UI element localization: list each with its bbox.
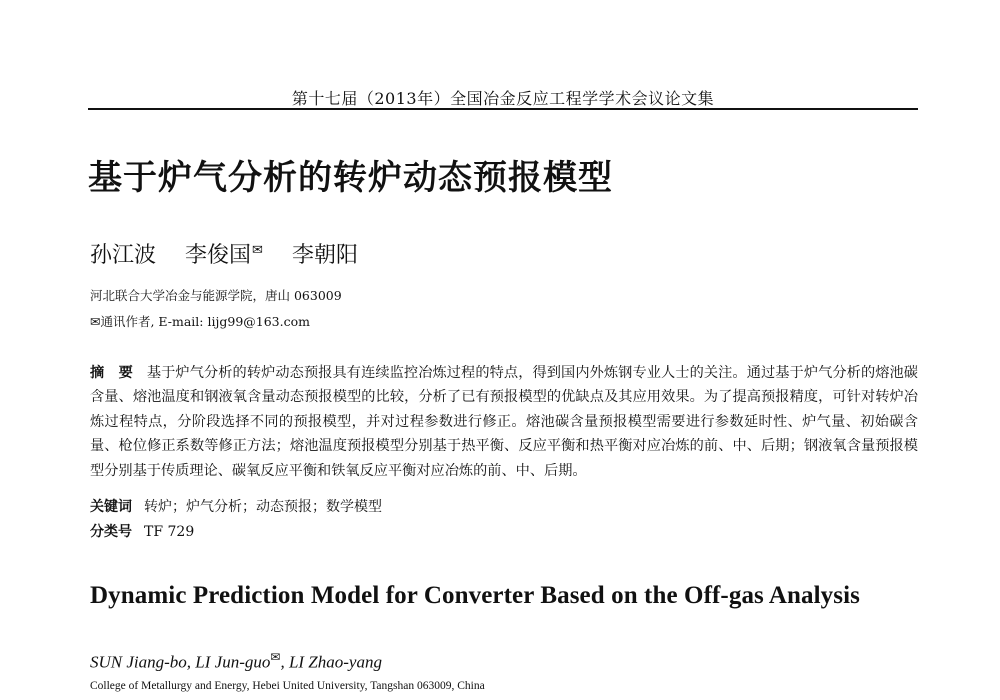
corresponding-envelope-icon: ✉ [252,242,263,258]
classification-label: 分类号 [90,524,132,540]
keywords-label: 关键词 [90,499,132,515]
classification-cn [90,521,194,541]
paper-title-en: Dynamic Prediction Model for Converter Based on the Off-gas Analysis [90,582,860,609]
keywords-text: 转炉；炉气分析；动态预报；数学模型 [144,499,382,515]
keywords-cn [90,496,382,516]
authors-en-part1: SUN Jiang-bo, LI Jun-guo [90,652,271,672]
running-header: 第十七届（2013年）全国冶金反应工程学学术会议论文集 [291,89,715,108]
affiliation-en: College of Metallurgy and Energy, Hebei United University, Tangshan 063009, China [90,680,485,692]
abstract-text: 基于炉气分析的转炉动态预报具有连续监控冶炼过程的特点，得到国内外炼钢专业人士的关注。通过基于炉气分析的熔池碳含量、熔池温度和钢液氧含量动态预报模型的比较，分析了已有预报模型的优缺点及其应用效果。为了提高预报精度，可针对转炉冶炼过程特点，分阶段选择不同的预报模型，并对过程参数进行修正。熔池碳含量预报模型需要进行参数延时性、炉气量、初始碳含量、枪位修正系数等修正方法；熔池温度预报模型分别基于热平衡、反应平衡和热平衡对应冶炼的前、中、后期；钢液氧含量预报模型分别基于传质理论、碳氧反应平衡和铁氧反应平衡对应冶炼的前、中、后期。 [90,365,918,479]
authors-en-part2: , LI Zhao-yang [280,652,382,672]
corresponding-author-cn: ✉通讯作者, E-mail: lijg99@163.com [90,314,310,329]
abstract-label: 摘 要 [90,365,133,381]
affiliation-cn: 河北联合大学冶金与能源学院，唐山 063009 [90,288,342,303]
author-2: 李俊国 [185,243,252,268]
abstract-cn [90,361,918,483]
authors-en [90,650,382,673]
paper-title-cn: 基于炉气分析的转炉动态预报模型 [88,158,613,198]
author-3: 李朝阳 [291,243,358,268]
header-rule [88,108,918,110]
authors-cn [90,238,380,269]
classification-value: TF 729 [144,524,195,540]
author-1: 孙江波 [90,243,157,268]
corresponding-envelope-icon-en: ✉ [270,650,281,664]
